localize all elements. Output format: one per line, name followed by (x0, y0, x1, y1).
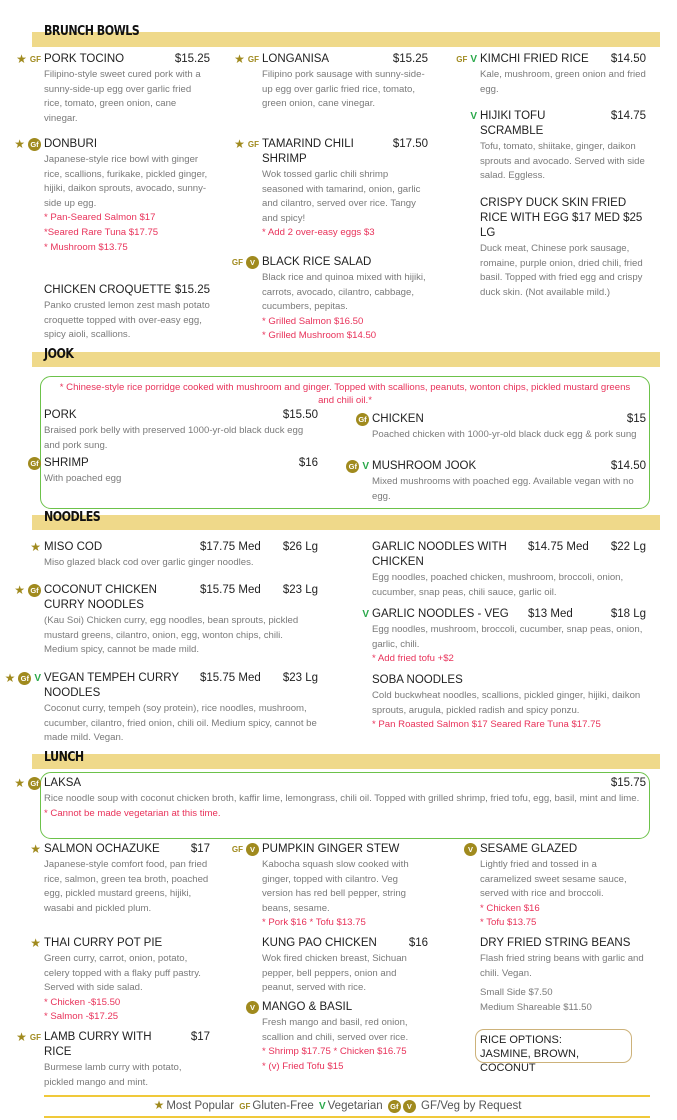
star-icon: ★ (30, 540, 41, 554)
menu-item-pumpkin (231, 842, 428, 931)
gf-icon: GF (29, 55, 41, 64)
item-badges (234, 52, 259, 67)
item-price: $17 (190, 843, 210, 855)
star-icon: ★ (4, 671, 16, 685)
item-description: Braised pork belly with preserved 1000-yr-old black duck egg and pork sung. (44, 425, 304, 451)
gf-icon: GF (29, 1033, 41, 1042)
item-price: $15.25 (174, 284, 210, 296)
item-name: GARLIC NOODLES - VEG (372, 608, 509, 620)
menu-item-lamb (16, 1030, 210, 1090)
item-title-row (480, 936, 646, 951)
item-badges (232, 842, 259, 857)
legend-label: Gluten-Free (252, 1100, 314, 1112)
item-price: $14.50 (610, 460, 646, 472)
menu-item-jook-pork (44, 408, 318, 453)
menu-item-sesame (467, 842, 646, 931)
gf-circle-icon: Gf (28, 777, 41, 790)
star-icon: ★ (14, 583, 25, 597)
item-title-row (16, 1030, 210, 1060)
item-badges (5, 671, 41, 686)
item-price-lg: $18 Lg (610, 608, 646, 620)
item-description: Green curry, carrot, onion, potato, celery topped with a flaky puff pastry. Served with side salad. (44, 953, 201, 994)
menu-item-garlic (372, 540, 646, 600)
item-price: $17.50 (392, 138, 428, 150)
menu-item-pot-pie (30, 936, 210, 1025)
menu-item-kimchi (456, 52, 646, 97)
item-description: (Kau Soi) Chicken curry, egg noodles, bean sprouts, pickled mustard greens, cilantro, onion, egg, wonton chips, chili. Medium spicy, cannot be made mild. (44, 615, 299, 656)
item-badges (470, 109, 477, 124)
v-icon: V (362, 461, 369, 472)
gf-circle-icon: Gf (28, 138, 41, 151)
item-description: Poached chicken with 1000-yr-old black duck egg & pork sung (372, 429, 637, 440)
item-name: BLACK RICE SALAD (262, 256, 372, 268)
gf-icon: GF (239, 1102, 251, 1111)
menu-item-garlic-veg (362, 607, 646, 667)
menu-item-duck (480, 196, 646, 300)
jook-note: * Chinese-style rice porridge cooked with mushroom and ginger. Topped with scallions, peanuts, wonton chips, pickled mustard greens and chili oil.* (59, 382, 631, 406)
item-description: With poached egg (44, 473, 122, 484)
gf-circle-icon: Gf (28, 584, 41, 597)
item-description: Mixed mushrooms with poached egg. Available vegan with no egg. (372, 476, 634, 502)
section-band (32, 352, 660, 367)
star-icon: ★ (14, 776, 25, 790)
item-description: Flash fried string beans with garlic and chili. Vegan. (480, 953, 644, 979)
item-name: COCONUT CHICKEN CURRY NOODLES (44, 584, 157, 611)
item-addon: * Cannot be made vegetarian at this time. (44, 807, 221, 819)
item-badges (28, 456, 41, 471)
item-price-lg: $22 Lg (610, 541, 646, 553)
item-name: PORK (44, 409, 77, 421)
item-name: CHICKEN CROQUETTE (44, 284, 172, 296)
item-description: Cold buckwheat noodles, scallions, pickled ginger, hijiki, daikon sprouts, arugula, pickled radish and spicy ponzu. (372, 690, 641, 716)
item-price: $16 (298, 457, 318, 469)
rice-options-list: JASMINE, BROWN, COCONUT (480, 1048, 580, 1074)
item-title-row (467, 842, 646, 857)
item-addon: * Salmon -$17.25 (44, 1011, 119, 1023)
item-name: TAMARIND CHILI SHRIMP (262, 138, 354, 165)
item-addon: * Pan-Seared Salmon $17 (44, 212, 156, 224)
gf-circle-icon: Gf (346, 460, 359, 473)
item-badges (30, 842, 41, 857)
rice-options-title: RICE OPTIONS: (480, 1034, 562, 1046)
v-icon: V (34, 673, 41, 684)
item-name: SESAME GLAZED (480, 843, 578, 855)
item-description: Coconut curry, tempeh (soy protein), rice noodles, mushroom, cucumber, cilantro, fried onion, chili oil. Medium spicy, cannot be made mild. Vegan. (44, 703, 317, 744)
star-icon: ★ (16, 52, 27, 66)
v-icon: V (470, 111, 477, 122)
item-title-row (30, 936, 210, 951)
menu-item-ochazuke (30, 842, 210, 916)
item-badges (16, 1030, 41, 1045)
star-icon: ★ (14, 137, 25, 151)
item-name: LONGANISA (262, 53, 330, 65)
item-addon: * Add fried tofu +$2 (372, 653, 454, 665)
item-badges (346, 459, 369, 474)
menu-item-jook-chicken (358, 412, 646, 443)
item-badges (30, 936, 41, 951)
item-price-med: $15.75 Med (200, 584, 261, 596)
item-addon: * Pork $16 * Tofu $13.75 (262, 917, 366, 929)
item-name: SOBA NOODLES (372, 674, 463, 686)
item-title-row (372, 673, 646, 688)
size-small: Small Side $7.50 (480, 987, 553, 998)
star-icon: ★ (153, 1098, 165, 1112)
item-description: Wok fired chicken breast, Sichuan pepper, bell peppers, onion and peanut, served with rice. (262, 953, 407, 994)
item-title-row (480, 196, 646, 241)
item-addon: *Seared Rare Tuna $17.75 (44, 226, 159, 238)
gf-circle-icon: Gf (356, 413, 369, 426)
v-circle-icon: V (246, 256, 259, 269)
item-badges (234, 137, 259, 152)
item-addon: * Grilled Mushroom $14.50 (262, 330, 377, 342)
item-price-lg: $26 Lg (282, 541, 318, 553)
gf-circle-icon: Gf (388, 1100, 401, 1113)
item-description: Burmese lamb curry with potato, pickled mango and mint. (44, 1062, 182, 1088)
menu-item-chicken-croquette (44, 283, 210, 343)
item-price: $15.50 (282, 409, 318, 421)
item-name: CRISPY DUCK SKIN FRIED RICE WITH EGG $17 MED $25 LG (480, 197, 643, 239)
item-badges (14, 137, 41, 152)
v-circle-icon: V (246, 1001, 259, 1014)
item-price-med: $17.75 Med (200, 541, 261, 553)
item-description: Duck meat, Chinese pork sausage, romaine, purple onion, dried chili, fried basil. Topped with fried egg and crispy duck skin. (Not available mild.) (480, 243, 643, 298)
item-description: Tofu, tomato, shiitake, ginger, daikon sprouts and avocado. Served with side salad. Eggless. (480, 141, 645, 182)
menu-item-kung-pao (262, 936, 428, 996)
v-icon: V (470, 54, 477, 65)
item-name: SHRIMP (44, 457, 89, 469)
item-price-med: $14.75 Med (528, 541, 589, 553)
item-name: MUSHROOM JOOK (372, 460, 477, 472)
item-price-lg: $23 Lg (282, 584, 318, 596)
item-badges (14, 583, 41, 598)
item-description: Egg noodles, poached chicken, mushroom, broccoli, onion, cucumber, snap peas, chili sauce, garlic oil. (372, 572, 624, 598)
item-badges (246, 1000, 259, 1015)
item-title-row (234, 137, 428, 167)
star-icon: ★ (234, 137, 245, 151)
item-title-row (470, 109, 646, 139)
menu-item-hijiki (470, 109, 646, 184)
item-title-row (362, 607, 646, 622)
item-title-row (44, 283, 210, 298)
item-addon: * Pan Roasted Salmon $17 Seared Rare Tuna $17.75 (372, 719, 601, 731)
item-description: Rice noodle soup with coconut chicken broth, kaffir lime, lemongrass, chili oil. Topped with grilled shrimp, fried tofu, egg, basil, mint and lime. (44, 793, 640, 804)
item-price: $14.50 (610, 53, 646, 65)
item-description: Wok tossed garlic chili shrimp seasoned with tamarind, onion, garlic and cilantro, served over rice. Tangy and spicy! (262, 169, 421, 224)
item-badges (16, 52, 41, 67)
menu-item-coconut (14, 583, 318, 658)
section-title-brunch: BRUNCH BOWLS (44, 24, 140, 39)
item-name: KUNG PAO CHICKEN (262, 937, 377, 949)
legend-label: GF/Veg by Request (421, 1100, 522, 1112)
item-title-row (30, 456, 318, 471)
item-name: SALMON OCHAZUKE (44, 843, 160, 855)
item-description: Kabocha squash slow cooked with ginger, topped with cilantro. Veg version has red bell pepper, string beans, sesame. (262, 859, 409, 914)
item-name: DRY FRIED STRING BEANS (480, 937, 631, 949)
section-band (32, 754, 660, 769)
item-price: $15 (626, 413, 646, 425)
item-addon: * (v) Fried Tofu $15 (262, 1060, 344, 1072)
string-beans-sizes (480, 986, 592, 1015)
v-icon: V (318, 1101, 326, 1112)
item-description: Miso glazed black cod over garlic ginger noodles. (44, 557, 254, 568)
item-addon: * Tofu $13.75 (480, 917, 537, 929)
item-title-row (14, 137, 210, 152)
item-title-row (14, 583, 318, 613)
menu-item-donburi (14, 137, 210, 255)
gf-icon: GF (231, 258, 243, 267)
item-title-row (358, 412, 646, 427)
menu-item-laksa (14, 776, 646, 821)
item-addon: * Add 2 over-easy eggs $3 (262, 227, 375, 239)
item-badges (464, 842, 477, 857)
gf-icon: GF (247, 140, 259, 149)
item-title-row (14, 776, 646, 791)
item-name: LAKSA (44, 777, 82, 789)
item-name: VEGAN TEMPEH CURRY NOODLES (44, 672, 179, 699)
item-name: PORK TOCINO (44, 53, 125, 65)
item-badges (232, 255, 259, 270)
star-icon: ★ (234, 52, 245, 66)
section-band (32, 515, 660, 530)
menu-item-miso-cod (30, 540, 318, 571)
menu-item-tamarind (234, 137, 428, 241)
menu-item-black-rice (231, 255, 428, 344)
menu-item-soba (372, 673, 646, 733)
star-icon: ★ (30, 842, 41, 856)
footer-divider (44, 1095, 650, 1097)
item-name: THAI CURRY POT PIE (44, 937, 163, 949)
legend-label: Vegetarian (327, 1100, 383, 1112)
item-description: Lightly fried and tossed in a caramelized sweet sesame sauce, served with rice and broccoli. (480, 859, 627, 900)
item-price-med: $15.75 Med (200, 672, 261, 684)
item-title-row (234, 52, 428, 67)
item-addon: * Shrimp $17.75 * Chicken $16.75 (262, 1046, 407, 1058)
item-price-med: $13 Med (528, 608, 573, 620)
v-circle-icon: V (246, 843, 259, 856)
item-badges (362, 607, 369, 622)
item-title-row (30, 540, 318, 555)
item-title-row (30, 842, 210, 857)
section-title-lunch: LUNCH (44, 750, 84, 765)
item-badges (456, 52, 477, 67)
item-addon: * Chicken -$15.50 (44, 996, 121, 1008)
gf-circle-icon: Gf (28, 457, 41, 470)
v-icon: V (362, 609, 369, 620)
item-badges (356, 412, 369, 427)
item-name: MISO COD (44, 541, 103, 553)
item-description: Filipino pork sausage with sunny-side-up egg over garlic fried rice, tomato, green onion, cane vinegar. (262, 69, 425, 110)
item-price: $15.75 (610, 777, 646, 789)
footer-divider (44, 1116, 650, 1118)
item-title-row (231, 255, 428, 270)
item-addon: * Chicken $16 (480, 902, 540, 914)
section-title-jook: JOOK (44, 347, 74, 362)
item-description: Japanese-style rice bowl with ginger rice, scallions, furikake, pickled ginger, hijiki, daikon sprouts, avocado, sunny-side up egg. (44, 154, 208, 209)
section-title-noodles: NOODLES (44, 510, 101, 525)
menu-item-pork-tocino (16, 52, 210, 126)
item-title-row (44, 408, 318, 423)
item-name: GARLIC NOODLES WITH CHICKEN (372, 541, 507, 568)
gf-icon: GF (456, 55, 468, 64)
item-name: HIJIKI TOFU SCRAMBLE (480, 110, 546, 137)
item-price: $14.75 (610, 110, 646, 122)
gf-icon: GF (231, 845, 243, 854)
item-name: PUMPKIN GINGER STEW (262, 843, 400, 855)
item-price: $16 (408, 937, 428, 949)
item-title-row (348, 459, 646, 474)
item-description: Fresh mango and basil, red onion, scallion and chili, served over rice. (262, 1017, 409, 1043)
item-title-row (249, 1000, 428, 1015)
item-title-row (16, 52, 210, 67)
menu-item-tempeh (4, 671, 318, 746)
item-price: $15.25 (174, 53, 210, 65)
menu-item-jook-mushroom (348, 459, 646, 504)
v-circle-icon: V (403, 1100, 416, 1113)
item-price: $17 (190, 1031, 210, 1043)
item-badges (14, 776, 41, 791)
item-addon: * Grilled Salmon $16.50 (262, 315, 364, 327)
item-title-row (4, 671, 318, 701)
gf-circle-icon: Gf (18, 672, 31, 685)
legend (0, 1098, 677, 1113)
menu-item-string-beans (480, 936, 646, 981)
menu-item-longanisa (234, 52, 428, 112)
item-badges (30, 540, 41, 555)
size-medium: Medium Shareable $11.50 (480, 1001, 592, 1013)
item-addon: * Mushroom $13.75 (44, 241, 128, 253)
item-description: Kale, mushroom, green onion and fried egg. (480, 69, 646, 95)
menu-item-mango (249, 1000, 428, 1074)
item-name: KIMCHI FRIED RICE (480, 53, 589, 65)
item-name: MANGO & BASIL (262, 1001, 353, 1013)
v-circle-icon: V (464, 843, 477, 856)
item-name: DONBURI (44, 138, 98, 150)
item-price: $15.25 (392, 53, 428, 65)
item-price-lg: $23 Lg (282, 672, 318, 684)
item-name: CHICKEN (372, 413, 424, 425)
star-icon: ★ (30, 936, 41, 950)
item-description: Egg noodles, mushroom, broccoli, cucumber, snap peas, onion, garlic, chili. (372, 624, 643, 650)
item-title-row (456, 52, 646, 67)
star-icon: ★ (16, 1030, 27, 1044)
item-title-row (372, 540, 646, 570)
item-description: Japanese-style comfort food, pan fried rice, salmon, green tea broth, poached egg, pickled mustard greens, hijiki, wasabi and pickled plum. (44, 859, 209, 914)
item-description: Panko crusted lemon zest mash potato croquette topped with over-easy egg, spicy aioli, scallions. (44, 300, 210, 341)
item-name: LAMB CURRY WITH RICE (44, 1031, 152, 1058)
item-title-row (262, 936, 428, 951)
item-description: Black rice and quinoa mixed with hijiki, carrots, avocado, cilantro, cabbage, cucumbers, pepitas. (262, 272, 426, 313)
item-description: Filipino-style sweet cured pork with a sunny-side-up egg over garlic fried rice, tomato, green onion, cane vinegar. (44, 69, 201, 124)
gf-icon: GF (247, 55, 259, 64)
item-title-row (231, 842, 428, 857)
legend-label: Most Popular (166, 1100, 235, 1112)
menu-item-jook-shrimp (30, 456, 318, 487)
rice-options-box (475, 1029, 632, 1074)
